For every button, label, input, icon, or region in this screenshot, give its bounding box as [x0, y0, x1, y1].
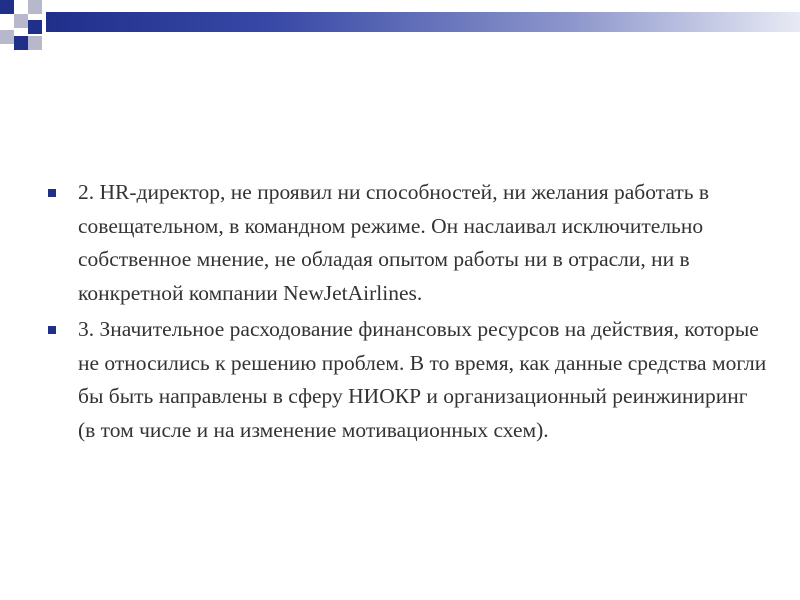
bullet-list — [48, 176, 768, 447]
square-bl — [0, 30, 14, 44]
header-gradient-bar — [46, 12, 800, 32]
square-bm — [14, 36, 28, 50]
square-br — [28, 36, 42, 50]
square-tl — [0, 0, 14, 14]
bullet-text: 2. HR-директор, не проявил ни способностей, ни желания работать в совещательном, в командном режиме. Он наслаивал исключительно собственное мнение, не обладая опытом работы ни в отрасли, ни в конкретной компании NewJetAirlines. — [78, 180, 710, 305]
bullet-square-icon — [48, 326, 56, 334]
bullet-square-icon — [48, 189, 56, 197]
square-mr — [28, 20, 42, 34]
bullet-item — [48, 176, 768, 310]
square-tr — [28, 0, 42, 14]
bullet-text: 3. Значительное расходование финансовых ресурсов на действия, которые не относились к решению проблем. В то время, как данные средства могли бы быть направлены в сферу НИОКР и организационный реинжиниринг (в том числе и на изменение мотивационных схем). — [78, 317, 767, 442]
square-ml — [14, 14, 28, 28]
bullet-item — [48, 313, 768, 447]
